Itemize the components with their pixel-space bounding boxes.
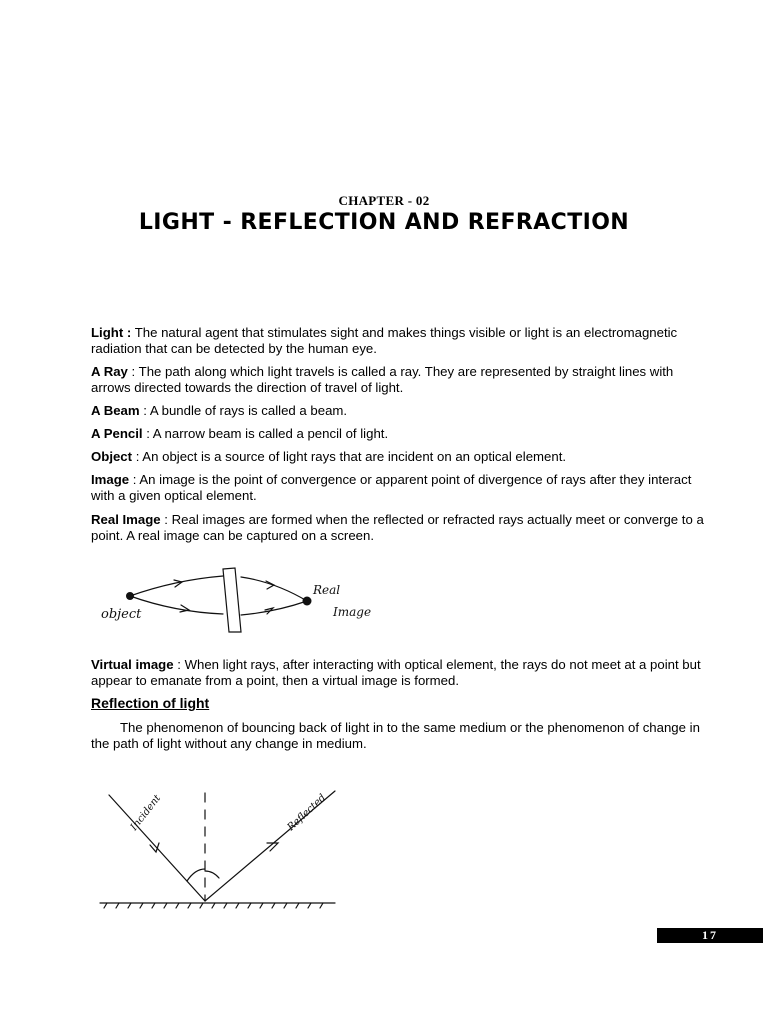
definition-text: : When light rays, after interacting with optical element, the rays do not meet at a point but appear to emanate from a point, then a virtual image is formed. (91, 657, 701, 688)
definition-text: : A narrow beam is called a pencil of light. (142, 426, 389, 441)
definition-term: Object (91, 449, 133, 464)
definition-term: Real Image (91, 512, 161, 527)
definition-virtual-image (91, 657, 716, 689)
reflection-sketch (95, 785, 355, 915)
surface-hatching (104, 903, 323, 908)
lower-ray-out (241, 601, 307, 615)
lower-ray (130, 596, 223, 614)
page-number: 17 (657, 928, 763, 943)
image-point (303, 597, 312, 606)
real-label: Real (313, 583, 341, 597)
definition-ray (91, 364, 716, 396)
section-heading-reflection: Reflection of light (91, 695, 210, 711)
definition-beam (91, 403, 716, 419)
reflected-label: Reflected (285, 792, 329, 834)
reflection-paragraph: The phenomenon of bouncing back of light in to the same medium or the phenomenon of change in the path of light without any change in medium. (91, 720, 700, 751)
upper-ray-out (241, 577, 307, 601)
definition-text: : The path along which light travels is called a ray. They are represented by straight lines with arrows directed towards the direction of travel of light. (91, 364, 674, 395)
chapter-label: CHAPTER - 02 (338, 193, 430, 208)
definition-image (91, 472, 716, 504)
definition-term: Virtual image (91, 657, 174, 672)
definition-term: A Beam (91, 403, 140, 418)
definition-term: Light : (91, 325, 132, 340)
chapter-title: LIGHT - REFLECTION AND REFRACTION (138, 210, 630, 235)
definition-light (91, 325, 716, 357)
definition-term: A Ray (91, 364, 128, 379)
angle-of-reflection-arc (205, 871, 219, 878)
definition-term: Image (91, 472, 130, 487)
incident-label: Incident (128, 793, 164, 833)
object-label: object (101, 607, 142, 622)
definition-real-image (91, 512, 716, 544)
object-point (126, 592, 134, 600)
definition-text: : An object is a source of light rays that are incident on an optical element. (132, 449, 567, 464)
definition-text: : A bundle of rays is called a beam. (139, 403, 348, 418)
angle-of-incidence-arc (187, 869, 205, 881)
upper-ray-out-arrow (266, 581, 274, 589)
definition-pencil (91, 426, 716, 442)
definition-text: The natural agent that stimulates sight and makes things visible or light is an electromagnetic radiation that can be detected by the human eye. (91, 325, 678, 356)
definition-term: A Pencil (91, 426, 143, 441)
definition-text: : An image is the point of convergence or apparent point of divergence of rays after they interact with a given optical element. (91, 472, 692, 503)
real-image-sketch (95, 560, 405, 645)
definition-object (91, 449, 716, 465)
glass-slab (223, 568, 241, 632)
image-label: Image (333, 605, 372, 619)
definition-text: : Real images are formed when the reflected or refracted rays actually meet or converge to a point. A real image can be captured on a screen. (91, 512, 704, 543)
